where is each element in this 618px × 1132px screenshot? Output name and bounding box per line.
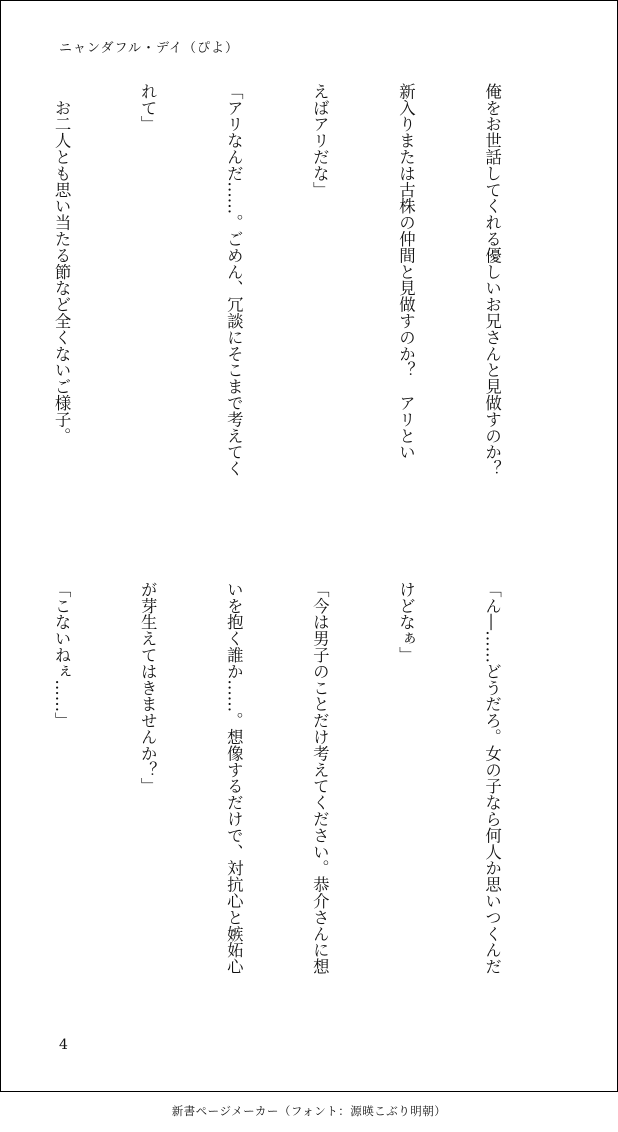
text-line: いを抱く誰か……。想像するだけで、対抗心と嫉妬心 [224,581,244,975]
text-line: 新入りまたは古株の仲間と見做すのか？ アリとい [396,83,416,461]
lower-text-block [0,581,563,1021]
text-line: 「今は男子のことだけ考えてください。恭介さんに想 [310,581,330,975]
footer-credit: 新書ページメーカー（フォント：源暎こぶり明朝） [171,1104,447,1118]
text-line: が芽生えてはきませんか？」 [138,581,158,795]
text-line: 俺をお世話してくれる優しいお兄さんと見做すのか？ [482,83,502,477]
text-line: けどなぁ」 [396,581,416,663]
page-number: 4 [59,1037,68,1053]
text-line: お二人とも思い当たる節など全くないご様子。 [52,83,72,444]
running-header-title: ニャンダフル・デイ（ぴよ） [59,41,240,56]
text-line: 「こないねぇ……」 [52,581,72,729]
upper-text-block [0,83,563,523]
text-line: えばアリだな」 [310,83,330,198]
text-line: 「アリなんだ……。ごめん、冗談にそこまで考えてく [224,83,244,477]
text-line: れて」 [138,83,158,133]
text-line: 「ん―……どうだろ。女の子なら何人か思いつくんだ [482,581,502,975]
